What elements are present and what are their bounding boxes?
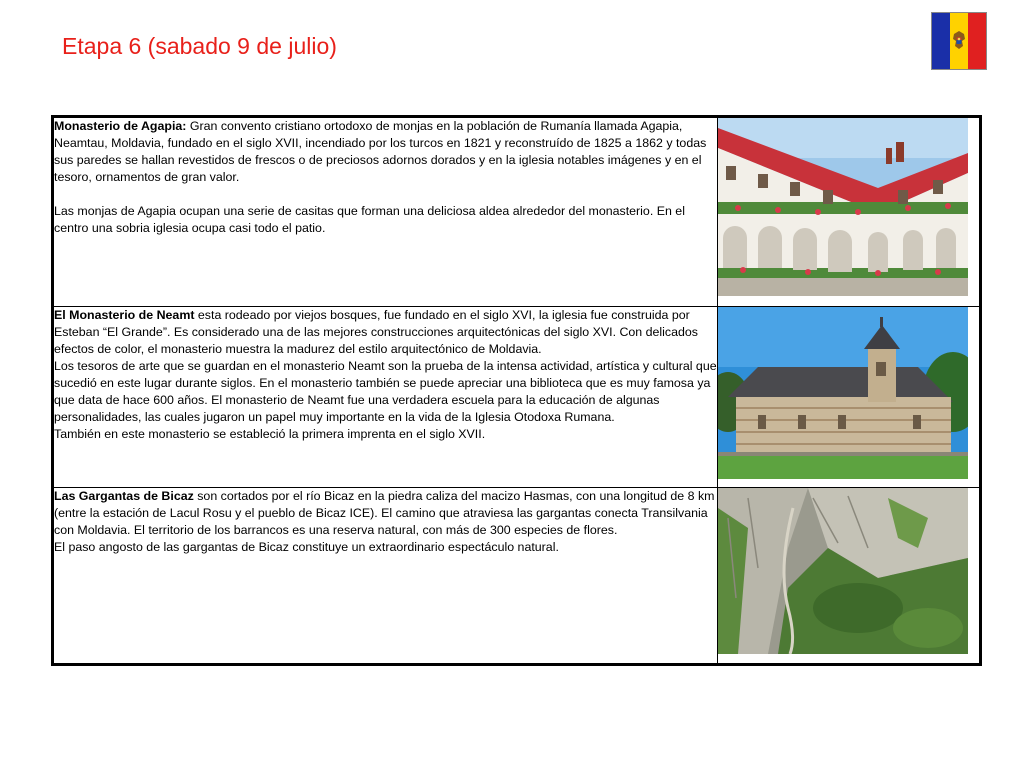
table-row xyxy=(53,307,981,488)
table-row xyxy=(53,117,981,307)
image-cell xyxy=(718,307,981,488)
agapia-monastery-photo xyxy=(718,118,968,296)
coat-of-arms-icon xyxy=(951,29,967,51)
table-row xyxy=(53,488,981,665)
paragraph: Las monjas de Agapia ocupan una serie de casitas que forman una deliciosa aldea alrededor del monasterio. En el centro una sobria iglesia ocupa casi todo el patio. xyxy=(54,204,685,235)
neamt-monastery-photo xyxy=(718,307,968,479)
paragraph-text: Gran convento cristiano ortodoxo de monjas en la población de Rumanía llamada Agapia, Neamtau, Moldavia, fundado en el siglo XVII, incendiado por los turcos en 1821 y reconstruído de 1825 a 1862 y todas sus paredes se hallan revestidos de frescos o de preciosos adornos dorados y en la iglesia notables imágenes y en el tesoro, ornamentos de gran valor. xyxy=(54,119,707,184)
paragraph-text: esta rodeado por viejos bosques, fue fundado en el siglo XVI, la iglesia fue construida por Esteban “El Grande”. Es considerado una de las mejores construcciones arquitectónicas del siglo XVI. Con delicados efectos de color, el monasterio muestra la madurez del estilo arquitectónico de Moldavia. xyxy=(54,308,698,356)
row-heading: El Monasterio de Neamt xyxy=(54,308,195,322)
paragraph: También en este monasterio se estableció la primera imprenta en el siglo XVII. xyxy=(54,427,486,441)
page-title: Etapa 6 (sabado 9 de julio) xyxy=(62,33,337,59)
paragraph: Los tesoros de arte que se guardan en el monasterio Neamt son la prueba de la intensa actividad, artística y cultural que sucedió en este lugar durante siglos. En el monasterio también se puede apreciar una biblioteca que es muy famosa ya que data de hace 600 años. El monasterio de Neamt fue una verdadera escuela para la educación de algunas personalidades, las cuales jugaron un papel muy importante en la vida de la Iglesia Otodoxa Rumana. xyxy=(54,359,717,424)
text-cell xyxy=(53,117,718,307)
paragraph-text: son cortados por el río Bicaz en la piedra caliza del macizo Hasmas, con una longitud de 8 km (entre la estación de Lacul Rosu y el pueblo de Bicaz ICE). El camino que atraviesa las gargantas conecta Transilvania con Moldavia. El territorio de los barrancos es una reserva natural, con más de 300 especies de flores. xyxy=(54,489,715,537)
moldova-flag-icon xyxy=(931,12,987,70)
image-cell xyxy=(718,117,981,307)
content-table xyxy=(51,115,982,666)
image-cell xyxy=(718,488,981,665)
paragraph xyxy=(54,118,717,186)
text-cell xyxy=(53,307,718,488)
paragraph: El paso angosto de las gargantas de Bicaz constituye un extraordinario espectáculo natural. xyxy=(54,540,559,554)
paragraph xyxy=(54,307,717,358)
bicaz-gorge-photo xyxy=(718,488,968,654)
paragraph xyxy=(54,488,717,539)
row-heading: Monasterio de Agapia: xyxy=(54,119,187,133)
text-cell xyxy=(53,488,718,665)
row-heading: Las Gargantas de Bicaz xyxy=(54,489,194,503)
